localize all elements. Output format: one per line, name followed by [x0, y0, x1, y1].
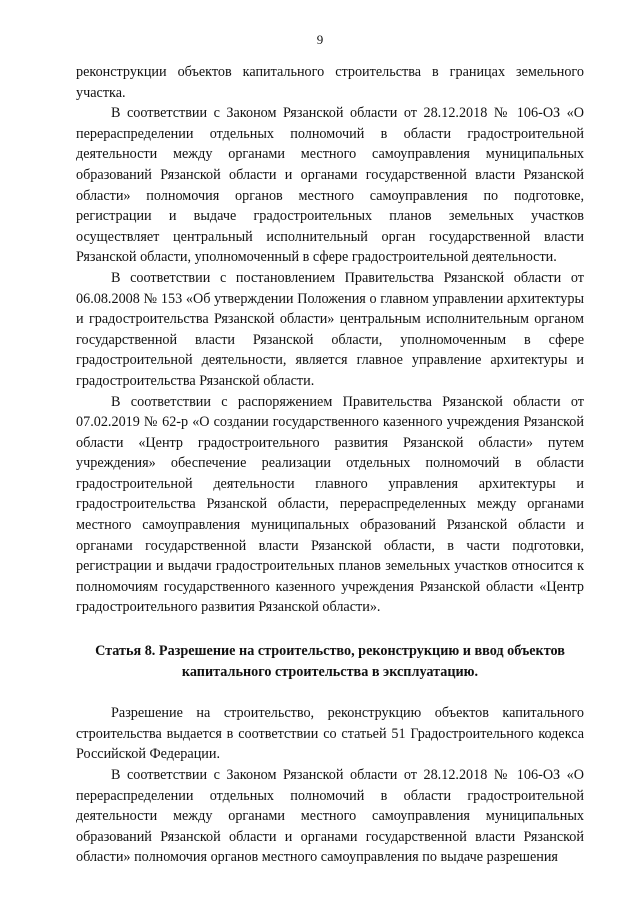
- article-heading: Статья 8. Разрешение на строительство, реконструкцию и ввод объектов капитального строительства в эксплуатацию.: [95, 643, 565, 680]
- article-paragraph-permit: Разрешение на строительство, реконструкцию объектов капитального строительства выдается в соответствии со статьей 51 Градостроительного кодекса Российской Федерации.: [76, 705, 584, 763]
- article-paragraph-law-106-oz: В соответствии с Законом Рязанской области от 28.12.2018 № 106-ОЗ «О перераспределении отдельных полномочий в области градостроительной деятельности между органами местного самоуправления муниципальных образований Рязанской области и органами государственной власти Рязанской области» полномочия органов местного самоуправления по выдаче разрешения: [76, 767, 584, 866]
- paragraph-law-106-oz: В соответствии с Законом Рязанской области от 28.12.2018 № 106-ОЗ «О перераспределении отдельных полномочий в области градостроительной деятельности между органами местного самоуправления муниципальных образований Рязанской области и органами государственной власти Рязанской области» полномочия органов местного самоуправления по подготовке, регистрации и выдаче градостроительных планов земельных участков осуществляет центральный исполнительный орган государственной власти Рязанской области, уполномоченный в сфере градостроительной деятельности.: [76, 105, 584, 266]
- paragraph-order-62-r: В соответствии с распоряжением Правительства Рязанской области от 07.02.2019 № 62-р «О создании государственного казенного учреждения Рязанской области «Центр градостроительного развития Рязанской области» путем учреждения» обеспечение реализации отдельных полномочий в области градостроительной деятельности главного управления архитектуры и градостроительства Рязанской области, перераспределенных между органами местного самоуправления муниципальных образований Рязанской области и органами государственной власти Рязанской области, в части подготовки, регистрации и выдачи градостроительных планов земельных участков относится к полномочиям государственного казенного учреждения Рязанской области «Центр градостроительного развития Рязанской области».: [76, 393, 584, 616]
- document-body: [76, 62, 584, 868]
- paragraph-continuation: реконструкции объектов капитального строительства в границах земельного участка.: [76, 64, 584, 101]
- page-number: 9: [316, 32, 324, 47]
- spacer: [76, 682, 584, 703]
- spacer: [76, 618, 584, 641]
- paragraph-resolution-153: В соответствии с постановлением Правительства Рязанской области от 06.08.2008 № 153 «Об утверждении Положения о главном управлении архитектуры и градостроительства Рязанской области» центральным исполнительным органом государственной власти Рязанской области, уполномоченным в сфере градостроительной деятельности, является главное управление архитектуры и градостроительства Рязанской области.: [76, 269, 584, 389]
